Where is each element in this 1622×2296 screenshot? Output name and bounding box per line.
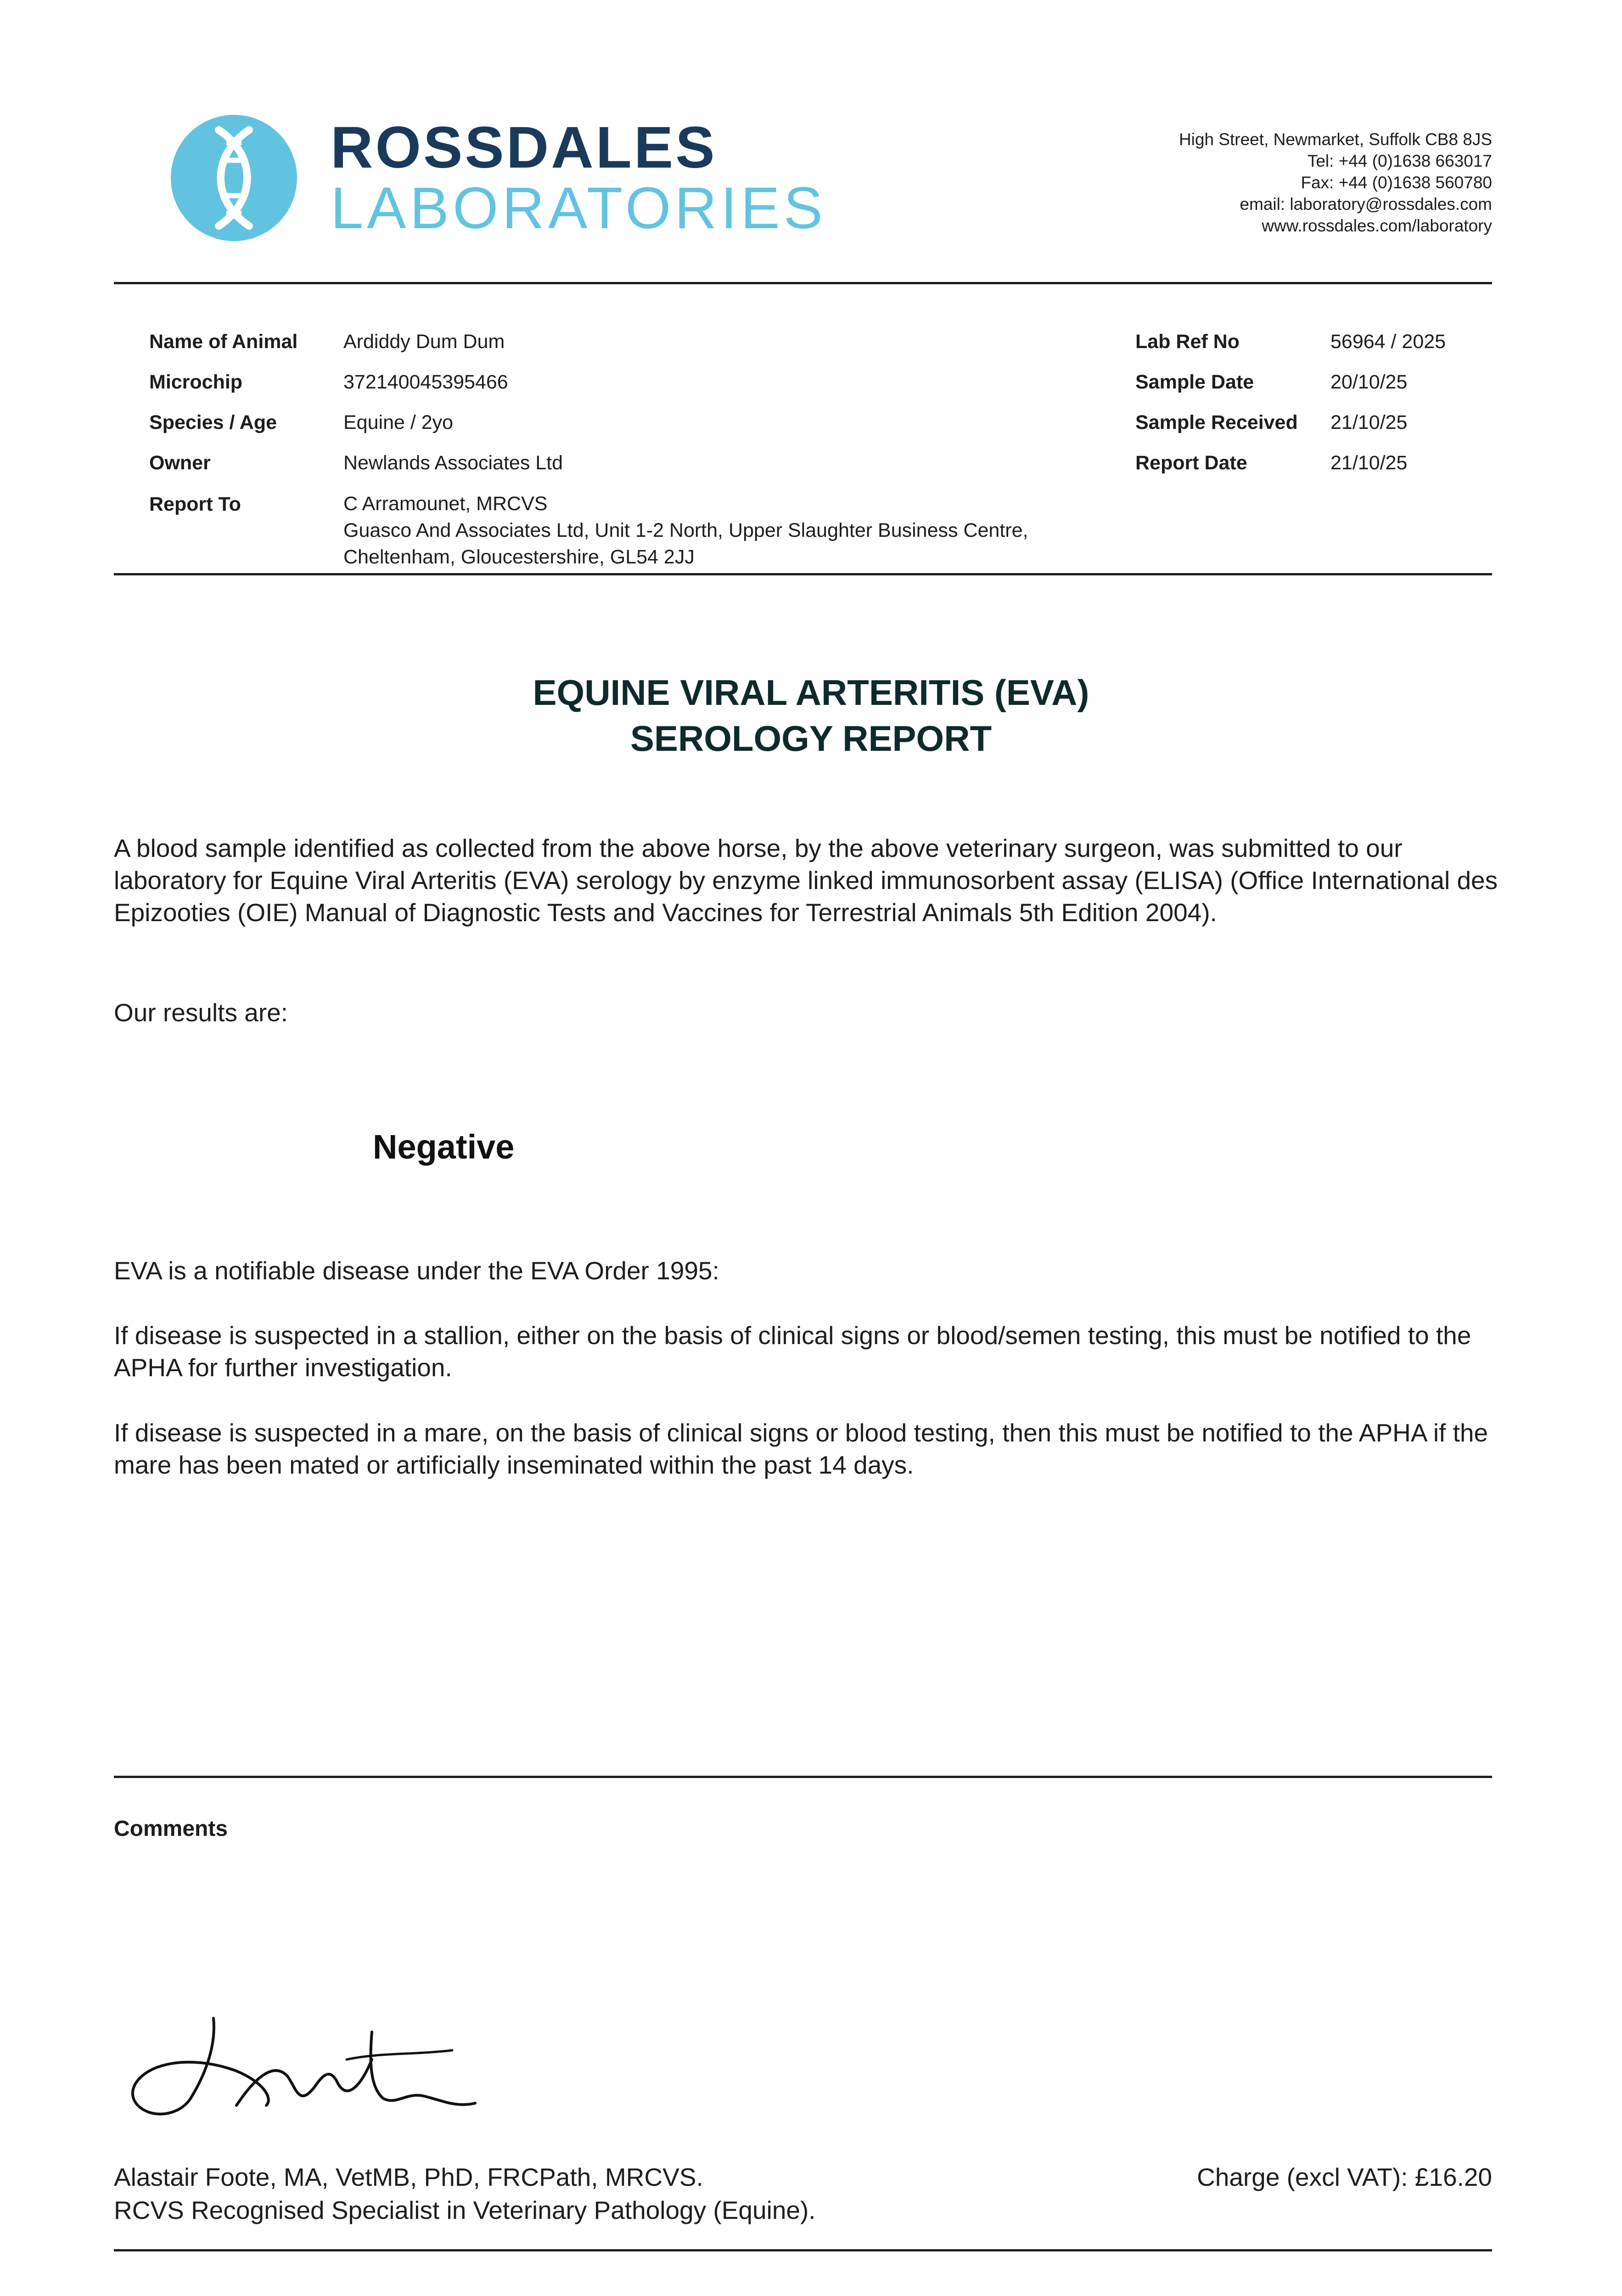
comments-divider (114, 1776, 1492, 1778)
info-divider (114, 573, 1492, 575)
report-to-line: Cheltenham, Gloucestershire, GL54 2JJ (343, 546, 695, 568)
brand-subtitle: LABORATORIES (331, 175, 826, 241)
results-lead: Our results are: (114, 998, 288, 1027)
signatory-block (114, 2161, 816, 2227)
microchip-label: Microchip (149, 371, 243, 393)
dna-logo-icon (171, 115, 297, 241)
contact-block (1179, 129, 1492, 236)
contact-email: email: laboratory@rossdales.com (1240, 195, 1492, 214)
report-to-line: Guasco And Associates Ltd, Unit 1-2 North, Upper Slaughter Business Centre, (343, 519, 1028, 541)
sample-date-label: Sample Date (1135, 371, 1254, 393)
report-to-value (343, 490, 1028, 570)
sample-received-label: Sample Received (1135, 411, 1298, 433)
signatory-name: Alastair Foote, MA, VetMB, PhD, FRCPath, MRCVS. (114, 2163, 703, 2191)
sample-received-value: 21/10/25 (1330, 411, 1408, 433)
notifiable-statement: EVA is a notifiable disease under the EVA Order 1995: (114, 1256, 719, 1285)
report-date-label: Report Date (1135, 452, 1247, 474)
name-of-animal-label: Name of Animal (149, 331, 298, 353)
contact-tel: Tel: +44 (0)1638 663017 (1307, 152, 1492, 170)
report-title-line2: SEROLOGY REPORT (630, 718, 992, 759)
result-value: Negative (373, 1128, 515, 1166)
intro-paragraph: A blood sample identified as collected from the above horse, by the above veterinary surgeon, was submitted to our laboratory for Equine Viral Arteritis (EVA) serology by enzyme linked immunosorbent assay (ELISA) (Office International des Epizooties (OIE) Manual of Diagnostic Tests and Vaccines for Terrestrial Animals 5th Edition 2004). (114, 834, 1498, 927)
owner-label: Owner (149, 452, 211, 474)
microchip-value: 372140045395466 (343, 371, 508, 393)
lab-ref-label: Lab Ref No (1135, 331, 1240, 353)
lab-ref-value: 56964 / 2025 (1330, 331, 1446, 353)
report-date-value: 21/10/25 (1330, 452, 1408, 474)
contact-address: High Street, Newmarket, Suffolk CB8 8JS (1179, 130, 1492, 149)
signatory-title: RCVS Recognised Specialist in Veterinary Pathology (Equine). (114, 2196, 816, 2224)
sample-date-value: 20/10/25 (1330, 371, 1408, 393)
report-title-line1: EQUINE VIRAL ARTERITIS (EVA) (533, 672, 1089, 713)
brand-name: ROSSDALES (331, 115, 717, 180)
report-to-label: Report To (149, 493, 241, 515)
charge-amount: Charge (excl VAT): £16.20 (1197, 2163, 1492, 2191)
contact-web: www.rossdales.com/laboratory (1262, 216, 1492, 235)
signature-icon (122, 2014, 480, 2119)
mare-note: If disease is suspected in a mare, on the basis of clinical signs or blood testing, then this must be notified to the APHA if the mare has been mated or artificially inseminated within the past 14 days. (114, 1418, 1488, 1479)
species-age-label: Species / Age (149, 411, 277, 433)
contact-fax: Fax: +44 (0)1638 560780 (1301, 173, 1492, 192)
footer-divider (114, 2249, 1492, 2251)
name-of-animal-value: Ardiddy Dum Dum (343, 331, 505, 353)
owner-value: Newlands Associates Ltd (343, 452, 563, 474)
report-to-line: C Arramounet, MRCVS (343, 493, 548, 515)
stallion-note: If disease is suspected in a stallion, either on the basis of clinical signs or blood/semen testing, this must be notified to the APHA for further investigation. (114, 1321, 1471, 1382)
species-age-value: Equine / 2yo (343, 411, 454, 433)
header-divider (114, 282, 1492, 284)
comments-label: Comments (114, 1817, 228, 1841)
